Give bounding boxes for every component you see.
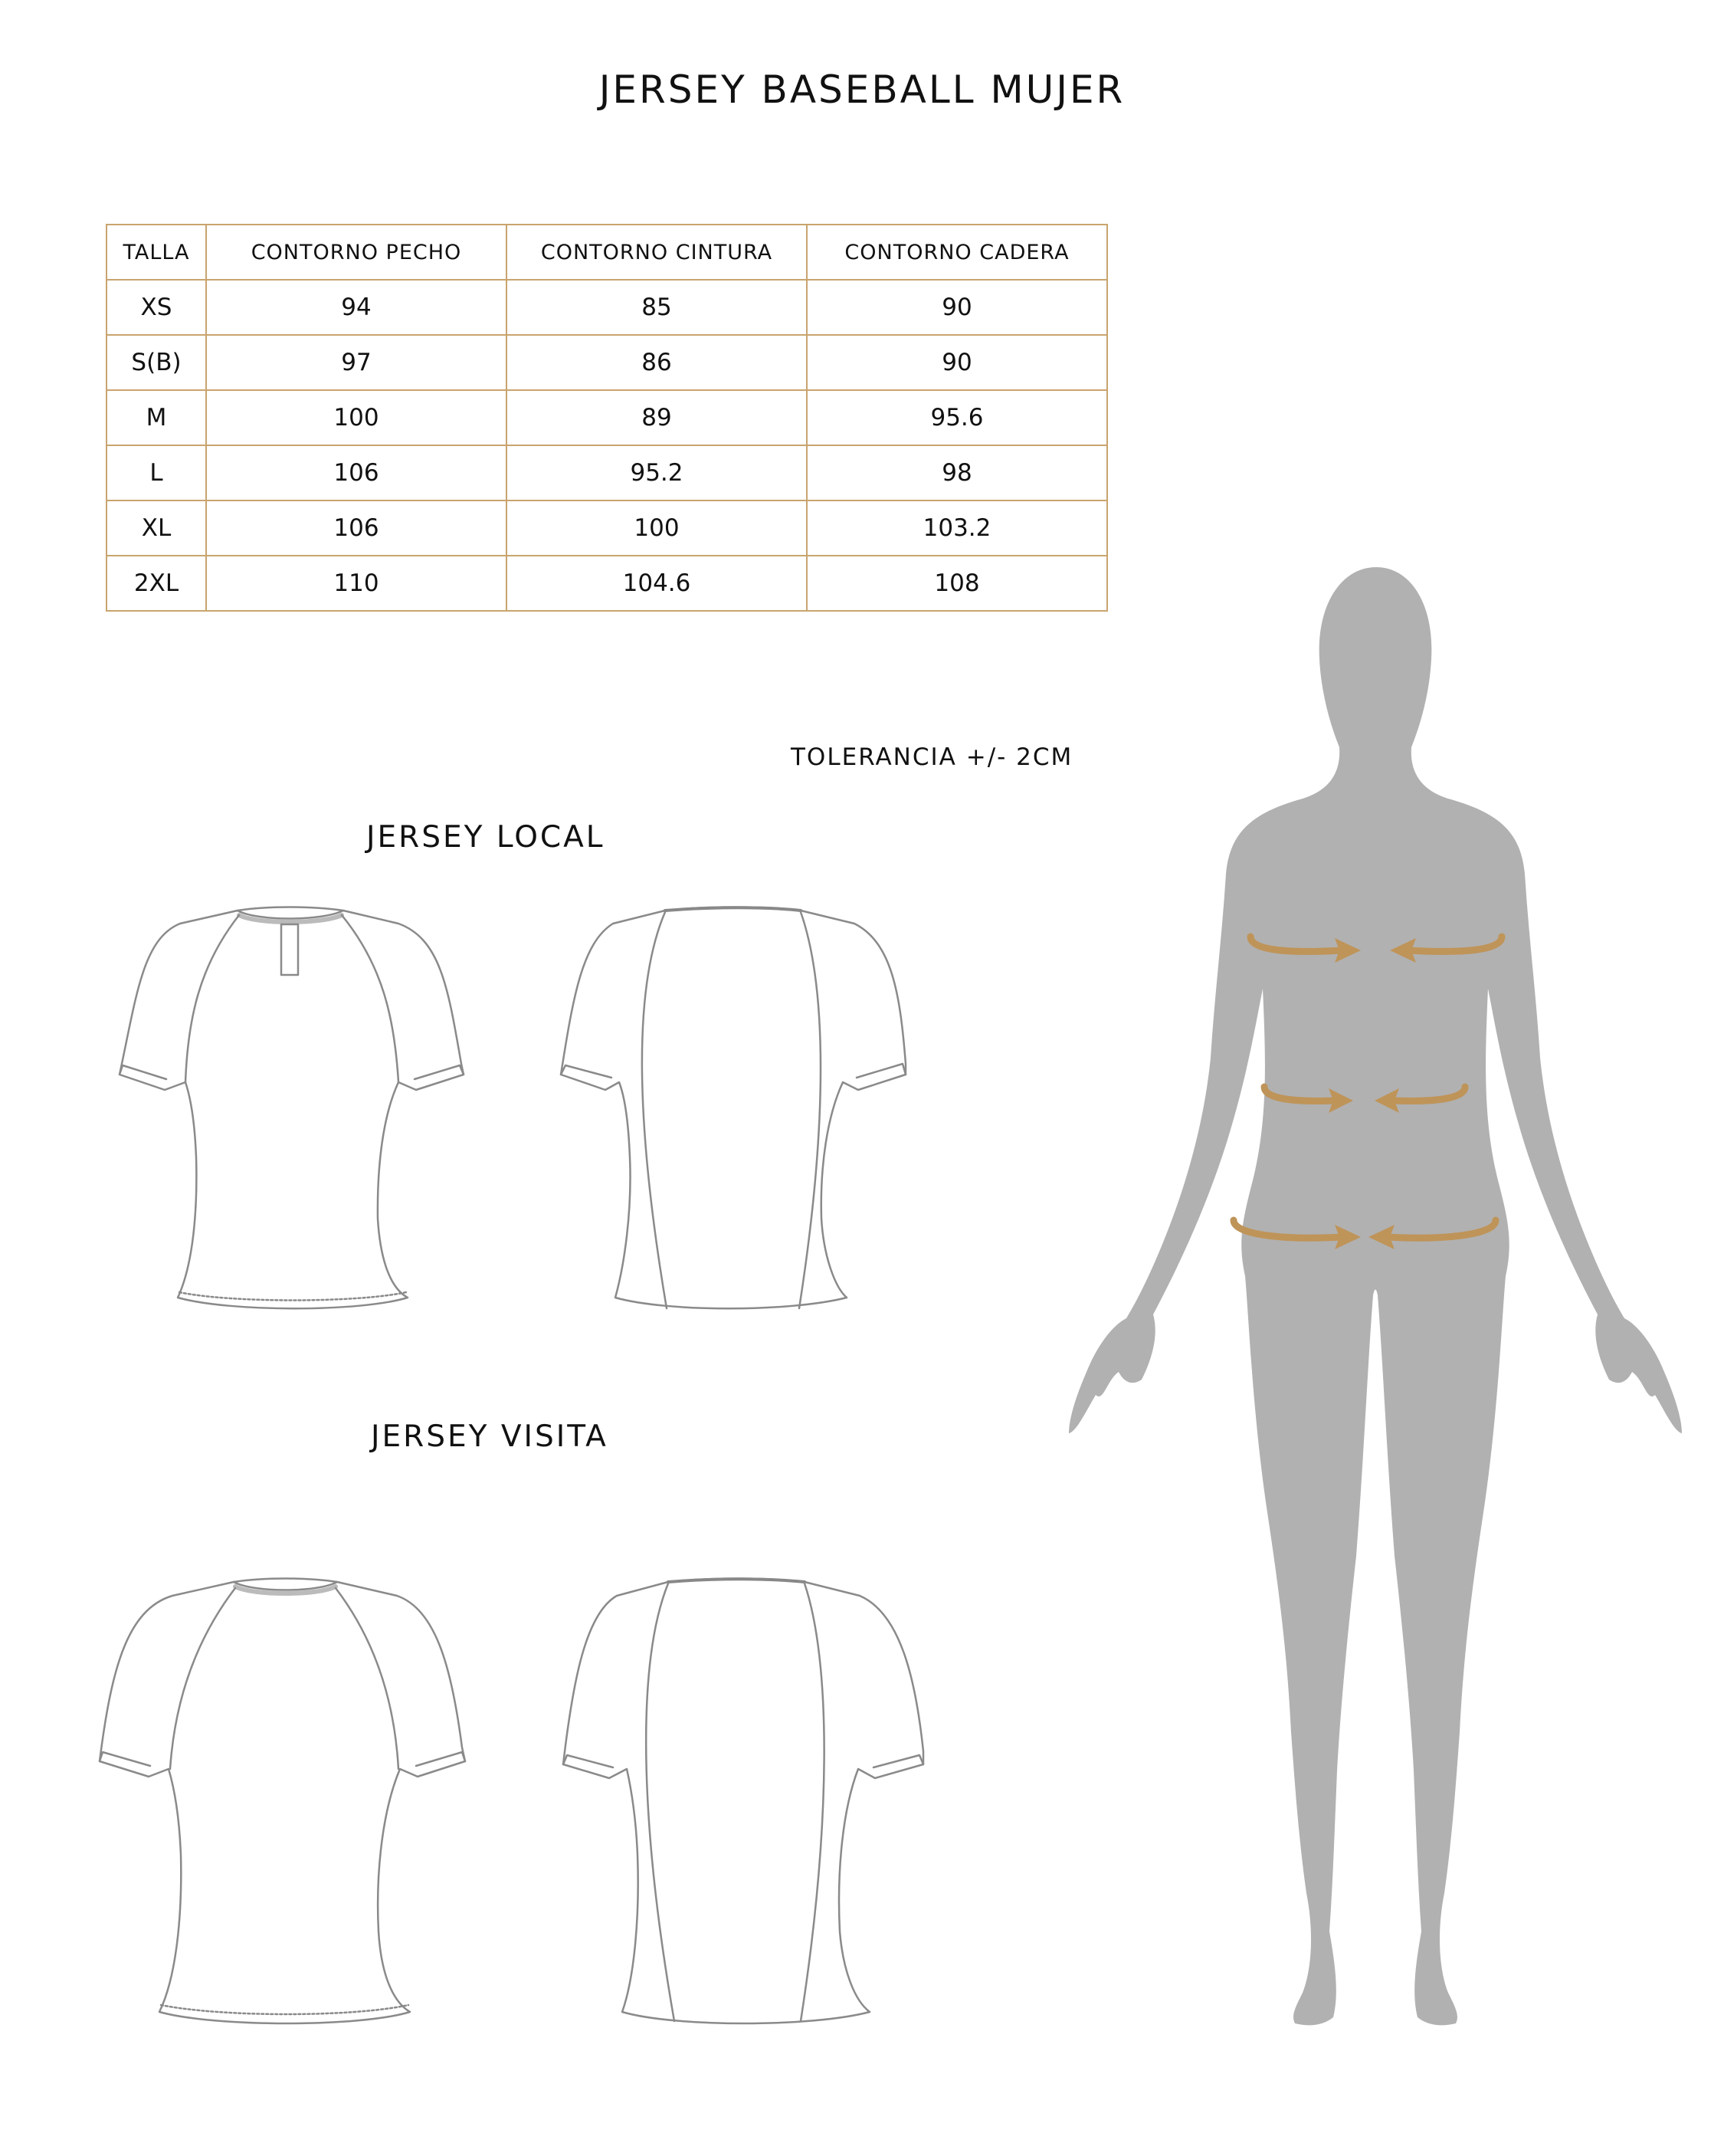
header-cell: CONTORNO CINTURA — [506, 225, 807, 280]
section-title-visita: JERSEY VISITA — [371, 1419, 608, 1454]
table-cell: 104.6 — [506, 556, 807, 611]
size-cell: XL — [107, 500, 206, 556]
table-cell: 94 — [206, 280, 506, 335]
table-cell: 86 — [506, 335, 807, 390]
table-cell: 100 — [506, 500, 807, 556]
size-cell: 2XL — [107, 556, 206, 611]
header-cell: TALLA — [107, 225, 206, 280]
size-cell: M — [107, 390, 206, 445]
table-cell: 108 — [807, 556, 1107, 611]
header-cell: CONTORNO CADERA — [807, 225, 1107, 280]
table-cell: 97 — [206, 335, 506, 390]
header-cell: CONTORNO PECHO — [206, 225, 506, 280]
table-cell: 85 — [506, 280, 807, 335]
table-cell: 95.6 — [807, 390, 1107, 445]
table-cell: 90 — [807, 280, 1107, 335]
table-cell: 98 — [807, 445, 1107, 500]
size-cell: L — [107, 445, 206, 500]
page-title: JERSEY BASEBALL MUJER — [598, 67, 1126, 112]
size-cell: S(B) — [107, 335, 206, 390]
table-cell: 100 — [206, 390, 506, 445]
table-cell: 89 — [506, 390, 807, 445]
section-title-local: JERSEY LOCAL — [366, 820, 605, 855]
female-body-silhouette-icon — [1069, 567, 1682, 2025]
table-cell: 95.2 — [506, 445, 807, 500]
size-cell: XS — [107, 280, 206, 335]
table-cell: 110 — [206, 556, 506, 611]
table-cell: 103.2 — [807, 500, 1107, 556]
table-cell: 90 — [807, 335, 1107, 390]
table-cell: 106 — [206, 500, 506, 556]
tolerance-note: TOLERANCIA +/- 2CM — [791, 743, 1073, 771]
table-cell: 106 — [206, 445, 506, 500]
